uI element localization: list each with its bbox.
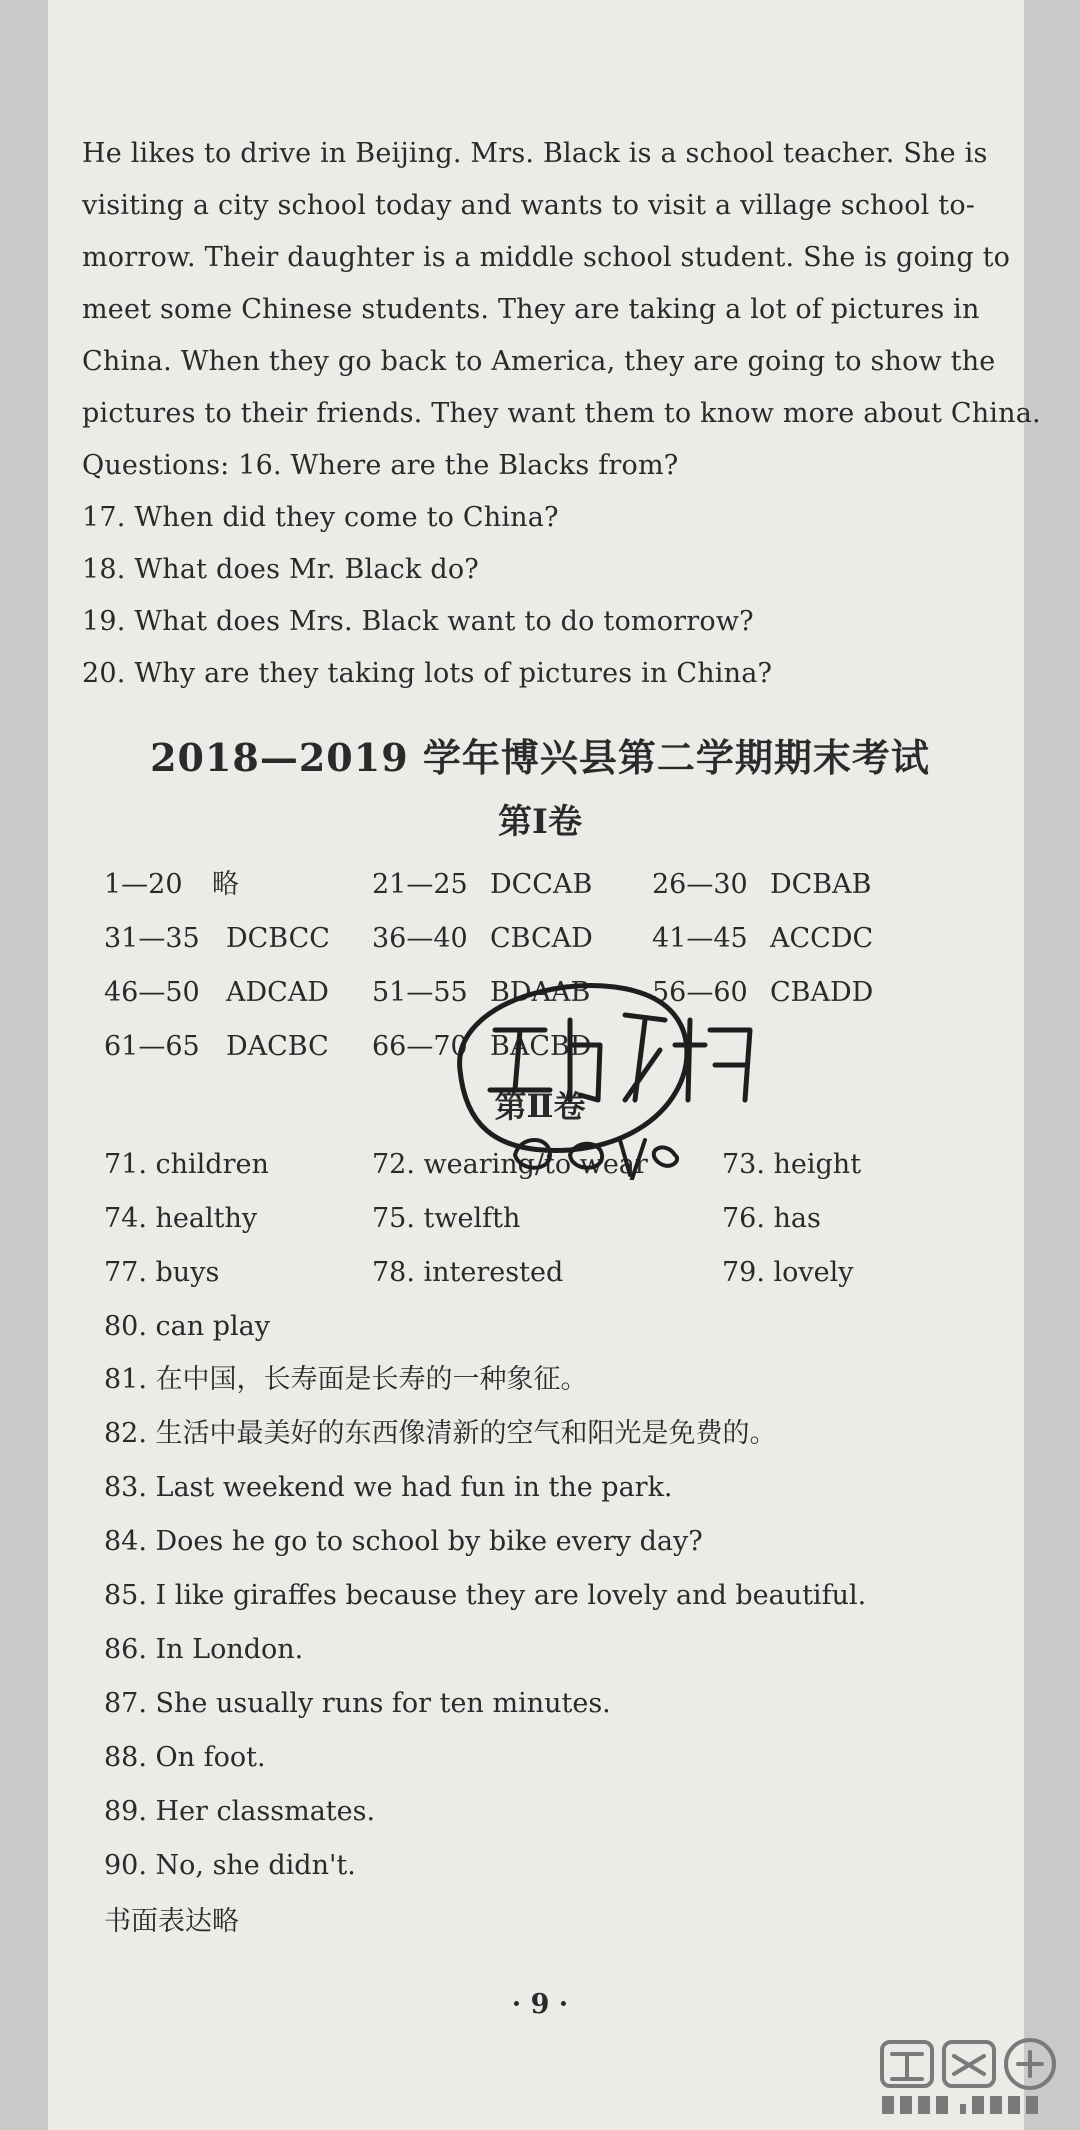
sentence-answer: 84. Does he go to school by bike every day? bbox=[104, 1526, 703, 1557]
word-answer: 71. children bbox=[104, 1149, 269, 1180]
corner-logo bbox=[872, 2034, 1072, 2124]
part2-title: 第Ⅱ卷 bbox=[494, 1087, 586, 1125]
answer-value: CBADD bbox=[770, 977, 874, 1008]
range-label: 61—65 bbox=[104, 1031, 200, 1062]
word-answer: 72. wearing/to wear bbox=[372, 1149, 648, 1180]
passage-line: pictures to their friends. They want them to know more about China. bbox=[82, 398, 1041, 429]
range-label: 1—20 bbox=[104, 869, 183, 900]
writing-note: 书面表达略 bbox=[104, 1906, 239, 1937]
range-label: 26—30 bbox=[652, 869, 748, 900]
answer-value: ACCDC bbox=[770, 923, 874, 954]
answer-row bbox=[104, 1246, 1004, 1300]
answer-value: DCBCC bbox=[226, 923, 330, 954]
word-answer: 75. twelfth bbox=[372, 1203, 521, 1234]
question-line: Questions: 16. Where are the Blacks from? bbox=[82, 450, 679, 481]
answer-value: 略 bbox=[212, 869, 239, 900]
sentence-answer: 82. 生活中最美好的东西像清新的空气和阳光是免费的。 bbox=[104, 1418, 777, 1449]
range-label: 56—60 bbox=[652, 977, 748, 1008]
range-label: 66—70 bbox=[372, 1031, 468, 1062]
word-answer: 80. can play bbox=[104, 1311, 270, 1342]
part2-sentence-answers bbox=[104, 1353, 866, 1893]
passage-line: morrow. Their daughter is a middle school student. She is going to bbox=[82, 242, 1011, 273]
page-number: · 9 · bbox=[511, 1989, 569, 2020]
answer-row bbox=[104, 1300, 1004, 1354]
question-line: 19. What does Mrs. Black want to do tomorrow? bbox=[82, 606, 754, 637]
question-line: 20. Why are they taking lots of pictures in China? bbox=[82, 658, 773, 689]
word-answer: 76. has bbox=[722, 1203, 821, 1234]
range-label: 36—40 bbox=[372, 923, 468, 954]
sentence-answer: 88. On foot. bbox=[104, 1742, 266, 1773]
range-label: 51—55 bbox=[372, 977, 468, 1008]
answer-value: DCBAB bbox=[770, 869, 872, 900]
passage-line: He likes to drive in Beijing. Mrs. Black is a school teacher. She is bbox=[82, 138, 988, 169]
word-answer: 74. healthy bbox=[104, 1203, 258, 1234]
answer-value: CBCAD bbox=[490, 923, 593, 954]
question-line: 18. What does Mr. Black do? bbox=[82, 554, 479, 585]
watermark-stamp bbox=[420, 950, 800, 1180]
listening-passage bbox=[82, 128, 1041, 700]
sentence-answer: 86. In London. bbox=[104, 1634, 304, 1665]
answer-value: BDAAB bbox=[490, 977, 591, 1008]
word-answer: 77. buys bbox=[104, 1257, 220, 1288]
sentence-answer: 83. Last weekend we had fun in the park. bbox=[104, 1472, 673, 1503]
sentence-answer: 87. She usually runs for ten minutes. bbox=[104, 1688, 611, 1719]
part1-title: 第Ⅰ卷 bbox=[498, 802, 582, 842]
sentence-answer: 85. I like giraffes because they are lovely and beautiful. bbox=[104, 1580, 867, 1611]
word-answer: 79. lovely bbox=[722, 1257, 854, 1288]
sentence-answer: 90. No, she didn't. bbox=[104, 1850, 356, 1881]
range-label: 21—25 bbox=[372, 869, 468, 900]
answer-value: DACBC bbox=[226, 1031, 329, 1062]
range-label: 46—50 bbox=[104, 977, 200, 1008]
exam-title: 2018—2019 学年博兴县第二学期期末考试 bbox=[150, 735, 930, 780]
passage-line: visiting a city school today and wants to visit a village school to- bbox=[82, 190, 976, 221]
passage-line: China. When they go back to America, they are going to show the bbox=[82, 346, 996, 377]
question-line: 17. When did they come to China? bbox=[82, 502, 559, 533]
word-answer: 73. height bbox=[722, 1149, 862, 1180]
answer-value: BACBD bbox=[490, 1031, 592, 1062]
word-answer: 78. interested bbox=[372, 1257, 564, 1288]
answer-value: ADCAD bbox=[226, 977, 329, 1008]
sentence-answer: 81. 在中国，长寿面是长寿的一种象征。 bbox=[104, 1364, 588, 1395]
range-label: 41—45 bbox=[652, 923, 748, 954]
passage-line: meet some Chinese students. They are taking a lot of pictures in bbox=[82, 294, 980, 325]
answer-row bbox=[104, 1192, 1004, 1246]
range-label: 31—35 bbox=[104, 923, 200, 954]
sentence-answer: 89. Her classmates. bbox=[104, 1796, 376, 1827]
answer-value: DCCAB bbox=[490, 869, 593, 900]
